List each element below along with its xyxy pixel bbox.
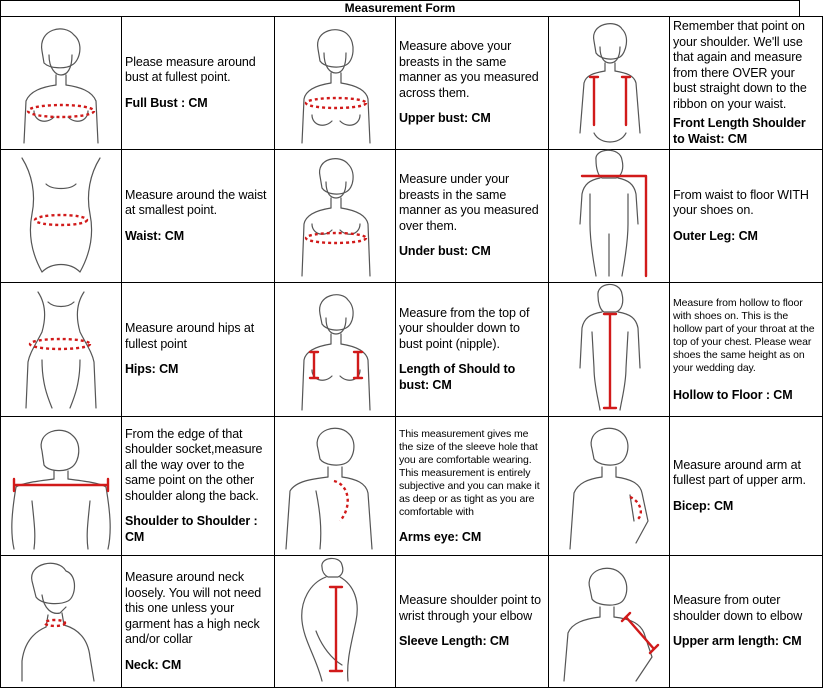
- under-bust-figure-icon: [275, 150, 396, 283]
- full-bust-cell: [122, 17, 275, 150]
- upper-arm-length-cell: [670, 556, 823, 688]
- hollow-to-floor-description: Measure from hollow to floor with shoes on. This is the hollow part of your throat at the top of your chest. Please wear shoes the same height as on your wedding day.: [673, 297, 815, 374]
- upper-arm-length-figure-icon: [549, 556, 670, 688]
- upper-arm-length-description: Measure from outer shoulder down to elbow: [673, 593, 803, 623]
- full-bust-figure-icon: [1, 17, 122, 150]
- sleeve-length-label: Sleeve Length: CM: [399, 634, 510, 649]
- hollow-to-floor-figure-icon: [549, 283, 670, 417]
- table-row: [1, 283, 823, 417]
- upper-bust-cell: [396, 17, 549, 150]
- upper-bust-label: Upper bust: CM: [399, 111, 491, 126]
- neck-figure-icon: [1, 556, 122, 688]
- shoulder-to-shoulder-label: Shoulder to Shoulder : CM: [125, 514, 258, 544]
- table-row: [1, 17, 823, 150]
- hips-cell: [122, 283, 275, 417]
- table-row: [1, 556, 823, 688]
- front-length-description: Remember that point on your shoulder. We'll use that again and measure from there OVER your bust straight down to the ribbon on your waist.: [673, 19, 807, 111]
- shoulder-to-shoulder-figure-icon: [1, 417, 122, 556]
- waist-figure-icon: [1, 150, 122, 283]
- arms-eye-label: Arms eye: CM: [399, 530, 482, 544]
- front-length-figure-icon: [549, 17, 670, 150]
- upper-bust-figure-icon: [275, 17, 396, 150]
- bicep-label: Bicep: CM: [673, 498, 734, 513]
- shoulder-to-bust-cell: [396, 283, 549, 417]
- outer-leg-cell: [670, 150, 823, 283]
- bicep-description: Measure around arm at fullest part of upper arm.: [673, 457, 806, 488]
- outer-leg-description: From waist to floor WITH your shoes on.: [673, 187, 809, 218]
- arms-eye-cell: [396, 417, 549, 556]
- neck-cell: [122, 556, 275, 688]
- hips-label: Hips: CM: [125, 362, 179, 377]
- outer-leg-label: Outer Leg: CM: [673, 228, 758, 243]
- upper-bust-description: Measure above your breasts in the same manner as you measured across them.: [399, 39, 539, 100]
- shoulder-to-shoulder-cell: [122, 417, 275, 556]
- front-length-label: Front Length Shoulder to Waist: CM: [673, 116, 806, 146]
- form-title: Measurement Form: [0, 0, 800, 16]
- shoulder-to-bust-label: Length of Should to bust: CM: [399, 362, 516, 392]
- waist-label: Waist: CM: [125, 228, 185, 243]
- shoulder-to-bust-figure-icon: [275, 283, 396, 417]
- outer-leg-figure-icon: [549, 150, 670, 283]
- hips-description: Measure around hips at fullest point: [125, 321, 255, 351]
- front-length-cell: [670, 17, 823, 150]
- arms-eye-figure-icon: [275, 417, 396, 556]
- full-bust-label: Full Bust : CM: [125, 95, 208, 110]
- neck-description: Measure around neck loosely. You will not need this one unless your garment has a high neck and/or collar: [125, 570, 262, 646]
- hollow-to-floor-label: Hollow to Floor : CM: [673, 388, 793, 402]
- arms-eye-description: This measurement gives me the size of the sleeve hole that you are comfortable wearing. This measurement is entirely subjective and you can make it as deep or as tight as you are comfortable with: [399, 428, 540, 518]
- hips-figure-icon: [1, 283, 122, 417]
- full-bust-description: Please measure around bust at fullest point.: [125, 54, 256, 85]
- shoulder-to-bust-description: Measure from the top of your shoulder down to bust point (nipple).: [399, 305, 530, 351]
- table-row: [1, 150, 823, 283]
- sleeve-length-description: Measure shoulder point to wrist through your elbow: [399, 593, 542, 623]
- sleeve-length-figure-icon: [275, 556, 396, 688]
- waist-description: Measure around the waist at smallest point.: [125, 187, 267, 218]
- sleeve-length-cell: [396, 556, 549, 688]
- under-bust-description: Measure under your breasts in the same manner as you measured over them.: [399, 172, 539, 233]
- bicep-figure-icon: [549, 417, 670, 556]
- table-row: [1, 417, 823, 556]
- under-bust-cell: [396, 150, 549, 283]
- upper-arm-length-label: Upper arm length: CM: [673, 634, 802, 649]
- waist-cell: [122, 150, 275, 283]
- hollow-to-floor-cell: [670, 283, 823, 417]
- measurement-grid: [0, 16, 823, 688]
- shoulder-to-shoulder-description: From the edge of that shoulder socket,measure all the way over to the same point on the other shoulder along the back.: [125, 426, 263, 503]
- neck-label: Neck: CM: [125, 657, 182, 672]
- under-bust-label: Under bust: CM: [399, 244, 491, 259]
- bicep-cell: [670, 417, 823, 556]
